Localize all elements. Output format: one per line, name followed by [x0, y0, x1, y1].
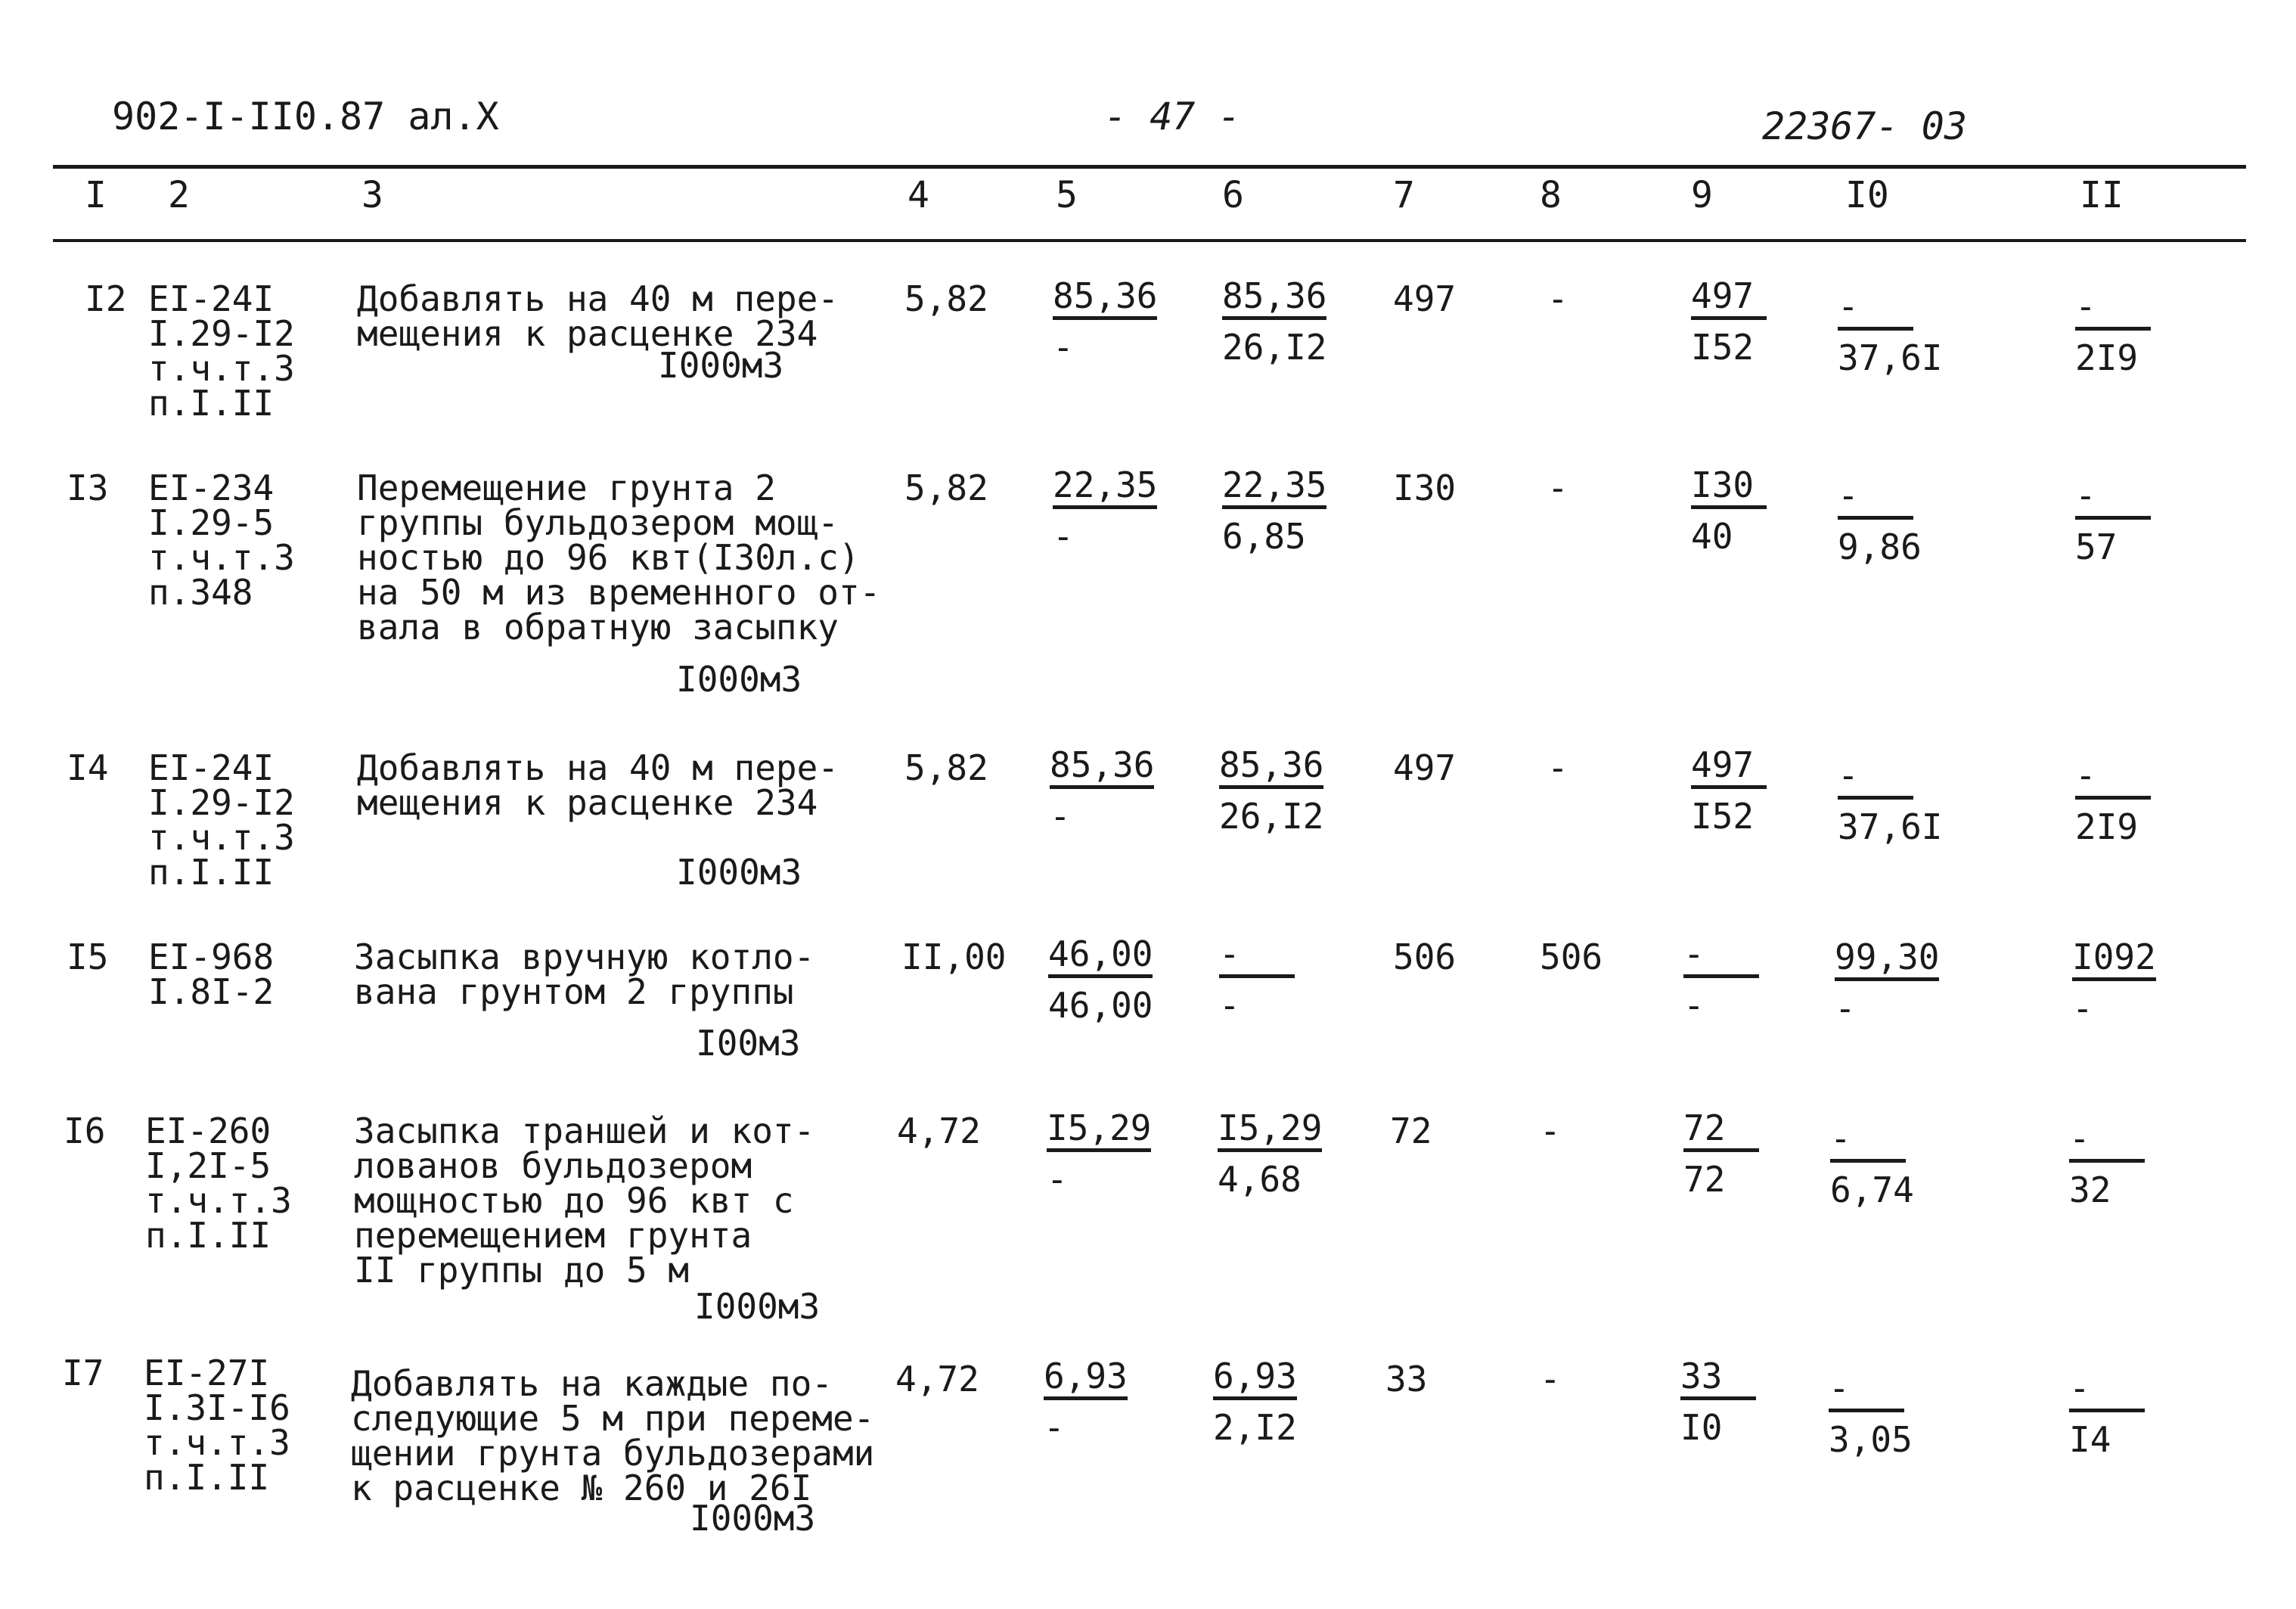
header-rule: [53, 239, 2246, 242]
col6-top: I5,29: [1218, 1109, 1322, 1152]
col9-top: I30: [1691, 466, 1767, 509]
col9-fraction: [1691, 746, 1767, 836]
col6-bottom: 26,I2: [1219, 796, 1324, 837]
col10-top: -: [1838, 756, 1913, 800]
col6-bottom: 2,I2: [1213, 1407, 1297, 1448]
col5-fraction: [1047, 1109, 1151, 1199]
col-header-8: 8: [1540, 174, 1562, 216]
col8-value: -: [1540, 1359, 1561, 1399]
page-number: - 47 -: [1104, 95, 1241, 138]
rate-code: EI-24I I.29-I2 т.ч.т.3 п.I.II: [148, 747, 295, 893]
col6-top: 6,93: [1213, 1357, 1297, 1400]
col11-bottom: 57: [2075, 526, 2118, 567]
col10-fraction: [1830, 1120, 1914, 1210]
col-header-7: 7: [1393, 174, 1415, 216]
col6-fraction: [1218, 1109, 1322, 1199]
col-header-9: 9: [1691, 174, 1713, 216]
col11-top: -: [2069, 1369, 2145, 1412]
col11-top: -: [2075, 756, 2151, 800]
col11-fraction: [2075, 477, 2151, 567]
unit: I000м3: [690, 1498, 816, 1539]
row-number: I7: [62, 1353, 104, 1393]
quantity: 4,72: [897, 1110, 981, 1151]
col5-top: 46,00: [1048, 935, 1153, 978]
col-header-5: 5: [1056, 174, 1078, 216]
col10-top: -: [1838, 477, 1913, 520]
row-number: I3: [67, 467, 109, 508]
col5-fraction: [1053, 466, 1157, 556]
quantity: 4,72: [895, 1359, 979, 1399]
col9-top: 497: [1691, 277, 1767, 320]
col5-bottom: 46,00: [1048, 985, 1153, 1026]
col9-top: 497: [1691, 746, 1767, 789]
col9-bottom: I52: [1691, 327, 1755, 368]
col-header-11: II: [2080, 174, 2124, 216]
col9-fraction: [1680, 1357, 1756, 1447]
col6-bottom: -: [1219, 985, 1240, 1026]
col6-fraction: [1213, 1357, 1297, 1447]
col8-value: -: [1547, 747, 1568, 788]
col9-top: 72: [1683, 1109, 1759, 1152]
col10-fraction: [1838, 756, 1942, 846]
col10-fraction: [1838, 287, 1942, 377]
col9-bottom: I0: [1680, 1407, 1723, 1448]
col11-bottom: 32: [2069, 1169, 2111, 1210]
col5-top: 85,36: [1053, 277, 1157, 320]
col11-bottom: 2I9: [2075, 337, 2139, 378]
col10-bottom: 9,86: [1838, 526, 1922, 567]
col7-value: 72: [1390, 1110, 1432, 1151]
col11-top: -: [2075, 477, 2151, 520]
quantity: 5,82: [904, 467, 988, 508]
rate-code: EI-260 I,2I-5 т.ч.т.3 п.I.II: [145, 1110, 292, 1256]
work-description: Перемещение грунта 2 группы бульдозером мощ- ностью до 96 квт(I30л.с) на 50 м из временного от- вала в обратную засыпку: [357, 467, 881, 648]
col11-fraction: [2072, 938, 2156, 1028]
work-description: Засыпка траншей и кот- лованов бульдозером мощностью до 96 квт с перемещением грунта II группы до 5 м: [354, 1110, 815, 1291]
col10-fraction: [1838, 477, 1922, 567]
col-header-4: 4: [908, 174, 929, 216]
rate-code: EI-27I I.3I-I6 т.ч.т.3 п.I.II: [144, 1353, 290, 1498]
col6-fraction: [1219, 746, 1323, 836]
col5-top: 6,93: [1044, 1357, 1128, 1400]
col10-fraction: [1829, 1369, 1913, 1459]
unit: I000м3: [658, 345, 784, 386]
col10-top: -: [1838, 287, 1913, 331]
col11-fraction: [2075, 287, 2151, 377]
work-description: Добавлять на 40 м пере- мещения к расценке 234: [357, 747, 839, 823]
col6-top: 22,35: [1222, 466, 1326, 509]
col10-bottom: 3,05: [1829, 1419, 1913, 1460]
col11-fraction: [2075, 756, 2151, 846]
row-number: I6: [64, 1110, 106, 1151]
col-header-10: I0: [1845, 174, 1889, 216]
col5-top: 85,36: [1050, 746, 1154, 789]
col7-value: 497: [1393, 278, 1457, 319]
col-header-6: 6: [1222, 174, 1244, 216]
col11-fraction: [2069, 1369, 2145, 1459]
col5-bottom: -: [1053, 516, 1074, 557]
row-number: I4: [67, 747, 109, 788]
row-number: I5: [67, 937, 109, 977]
col7-value: 506: [1393, 937, 1457, 977]
document-code: 902-I-II0.87 ал.X: [112, 95, 499, 138]
work-description: Добавлять на каждые по- следующие 5 м при переме- щении грунта бульдозерами к расценке № 260 и 26I: [351, 1363, 875, 1508]
col7-value: 497: [1393, 747, 1457, 788]
quantity: II,00: [901, 937, 1007, 977]
col5-bottom: -: [1044, 1407, 1065, 1448]
work-description: Добавлять на 40 м пере- мещения к расценке 234: [357, 278, 839, 354]
col10-top: 99,30: [1835, 938, 1939, 981]
col11-fraction: [2069, 1120, 2145, 1210]
rate-code: EI-968 I.8I-2: [148, 937, 275, 1012]
col6-top: 85,36: [1219, 746, 1323, 789]
col-header-2: 2: [168, 174, 190, 216]
work-description: Засыпка вручную котло- вана грунтом 2 группы: [354, 937, 815, 1012]
row-number: I2: [85, 278, 127, 319]
col6-bottom: 6,85: [1222, 516, 1306, 557]
col10-top: -: [1829, 1369, 1904, 1412]
col6-fraction: [1222, 277, 1326, 367]
quantity: 5,82: [904, 278, 988, 319]
col9-bottom: 40: [1691, 516, 1733, 557]
col6-bottom: 26,I2: [1222, 327, 1327, 368]
col9-bottom: 72: [1683, 1159, 1726, 1200]
col-header-3: 3: [361, 174, 383, 216]
col6-fraction: [1222, 466, 1326, 556]
col6-top: -: [1219, 935, 1295, 978]
col5-fraction: [1044, 1357, 1128, 1447]
col5-fraction: [1050, 746, 1154, 836]
col6-bottom: 4,68: [1218, 1159, 1302, 1200]
top-rule: [53, 165, 2246, 169]
col7-value: I30: [1393, 467, 1457, 508]
col5-bottom: -: [1047, 1159, 1068, 1200]
col11-bottom: 2I9: [2075, 806, 2139, 847]
col5-top: 22,35: [1053, 466, 1157, 509]
quantity: 5,82: [904, 747, 988, 788]
col5-fraction: [1053, 277, 1157, 367]
rate-code: EI-234 I.29-5 т.ч.т.3 п.348: [148, 467, 295, 613]
col10-bottom: -: [1835, 988, 1856, 1029]
col9-fraction: [1691, 277, 1767, 367]
col10-bottom: 6,74: [1830, 1169, 1914, 1210]
sheet-code: 22367- 03: [1762, 104, 1967, 148]
col9-bottom: I52: [1691, 796, 1755, 837]
col8-value: -: [1540, 1110, 1561, 1151]
col9-fraction: [1683, 1109, 1759, 1199]
col6-fraction: [1219, 935, 1295, 1025]
col10-bottom: 37,6I: [1838, 337, 1943, 378]
col8-value: -: [1547, 467, 1568, 508]
col9-fraction: [1691, 466, 1767, 556]
col9-top: -: [1683, 935, 1759, 978]
col11-top: I092: [2072, 938, 2156, 981]
col9-fraction: [1683, 935, 1759, 1025]
col7-value: 33: [1385, 1359, 1428, 1399]
col9-bottom: -: [1683, 985, 1705, 1026]
col11-bottom: I4: [2069, 1419, 2111, 1460]
unit: I00м3: [696, 1023, 801, 1064]
col11-top: -: [2069, 1120, 2145, 1163]
unit: I000м3: [694, 1286, 821, 1327]
col10-fraction: [1835, 938, 1939, 1028]
col5-bottom: -: [1050, 796, 1071, 837]
col5-bottom: -: [1053, 327, 1074, 368]
col5-top: I5,29: [1047, 1109, 1151, 1152]
col8-value: -: [1547, 278, 1568, 319]
col10-bottom: 37,6I: [1838, 806, 1943, 847]
col6-top: 85,36: [1222, 277, 1326, 320]
col-header-1: I: [85, 174, 107, 216]
col8-value: 506: [1540, 937, 1603, 977]
col5-fraction: [1048, 935, 1153, 1025]
unit: I000м3: [676, 852, 802, 893]
unit: I000м3: [676, 659, 802, 700]
col11-bottom: -: [2072, 988, 2093, 1029]
col10-top: -: [1830, 1120, 1906, 1163]
rate-code: EI-24I I.29-I2 т.ч.т.3 п.I.II: [148, 278, 295, 424]
col9-top: 33: [1680, 1357, 1756, 1400]
col11-top: -: [2075, 287, 2151, 331]
